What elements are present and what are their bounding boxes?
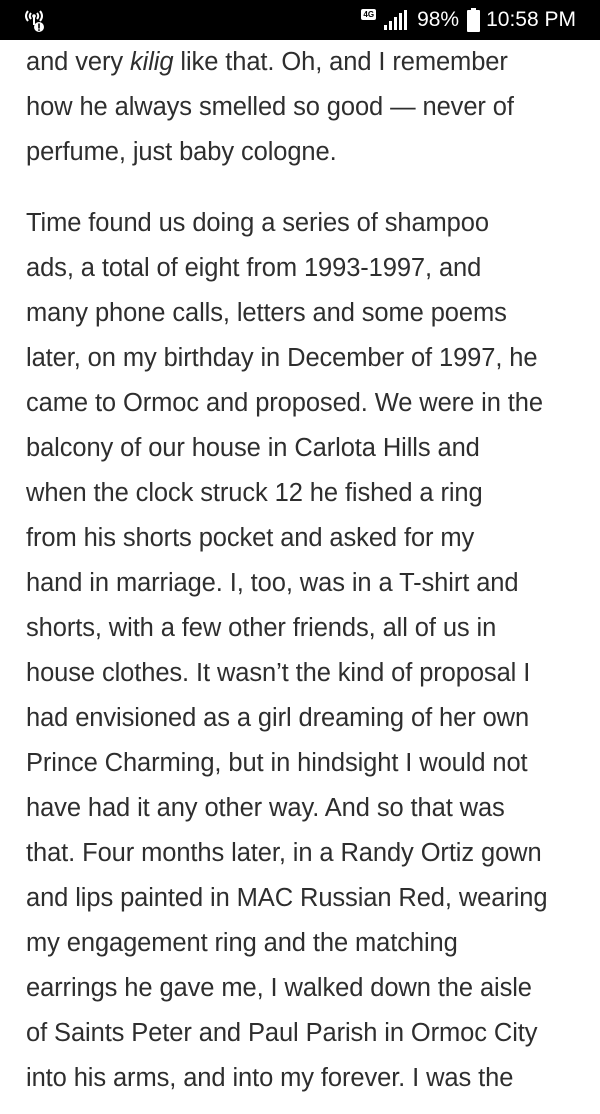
text-line: Prince Charming, but in hindsight I would not: [26, 749, 528, 777]
paragraph-1: [26, 40, 586, 175]
text-line: [26, 40, 586, 85]
text-line: ads, a total of eight from 1993-1997, and: [26, 254, 482, 282]
status-bar: [0, 0, 600, 40]
article-body: [26, 40, 586, 1101]
text-line: house clothes. It wasn’t the kind of proposal I: [26, 659, 531, 687]
text-line: hand in marriage. I, too, was in a T-shirt and: [26, 569, 519, 597]
text-line: that. Four months later, in a Randy Ortiz gown: [26, 839, 542, 867]
text-line: my engagement ring and the matching: [26, 929, 458, 957]
signal-strength-icon: [384, 10, 407, 30]
clock-time: 10:58 PM: [486, 8, 576, 31]
status-indicators: [361, 0, 576, 40]
text-line: when the clock struck 12 he fished a ring: [26, 479, 483, 507]
text-line: came to Ormoc and proposed. We were in the: [26, 389, 543, 417]
battery-icon: [467, 8, 480, 32]
text-span: and very: [26, 48, 130, 76]
text-line: balcony of our house in Carlota Hills and: [26, 434, 480, 462]
text-span: like that. Oh, and I remember: [173, 48, 508, 76]
text-line: how he always smelled so good — never of: [26, 93, 514, 121]
text-line: many phone calls, letters and some poems: [26, 299, 507, 327]
text-line: perfume, just baby cologne.: [26, 138, 337, 166]
text-line: had envisioned as a girl dreaming of her own: [26, 704, 530, 732]
text-line: from his shorts pocket and asked for my: [26, 524, 475, 552]
wireless-hotspot-icon: [22, 7, 50, 33]
text-line: shorts, with a few other friends, all of us in: [26, 614, 497, 642]
paragraph-2: [26, 201, 586, 1101]
text-line: of Saints Peter and Paul Parish in Ormoc City: [26, 1019, 538, 1047]
italic-word: kilig: [130, 48, 174, 76]
text-line: into his arms, and into my forever. I was the: [26, 1064, 514, 1092]
text-line: Time found us doing a series of shampoo: [26, 209, 489, 237]
text-line: earrings he gave me, I walked down the aisle: [26, 974, 532, 1002]
network-type-badge: 4G: [363, 9, 375, 19]
text-line: have had it any other way. And so that was: [26, 794, 505, 822]
text-line: and lips painted in MAC Russian Red, wearing: [26, 884, 548, 912]
text-line: later, on my birthday in December of 1997, he: [26, 344, 538, 372]
battery-percent: 98%: [417, 8, 460, 31]
